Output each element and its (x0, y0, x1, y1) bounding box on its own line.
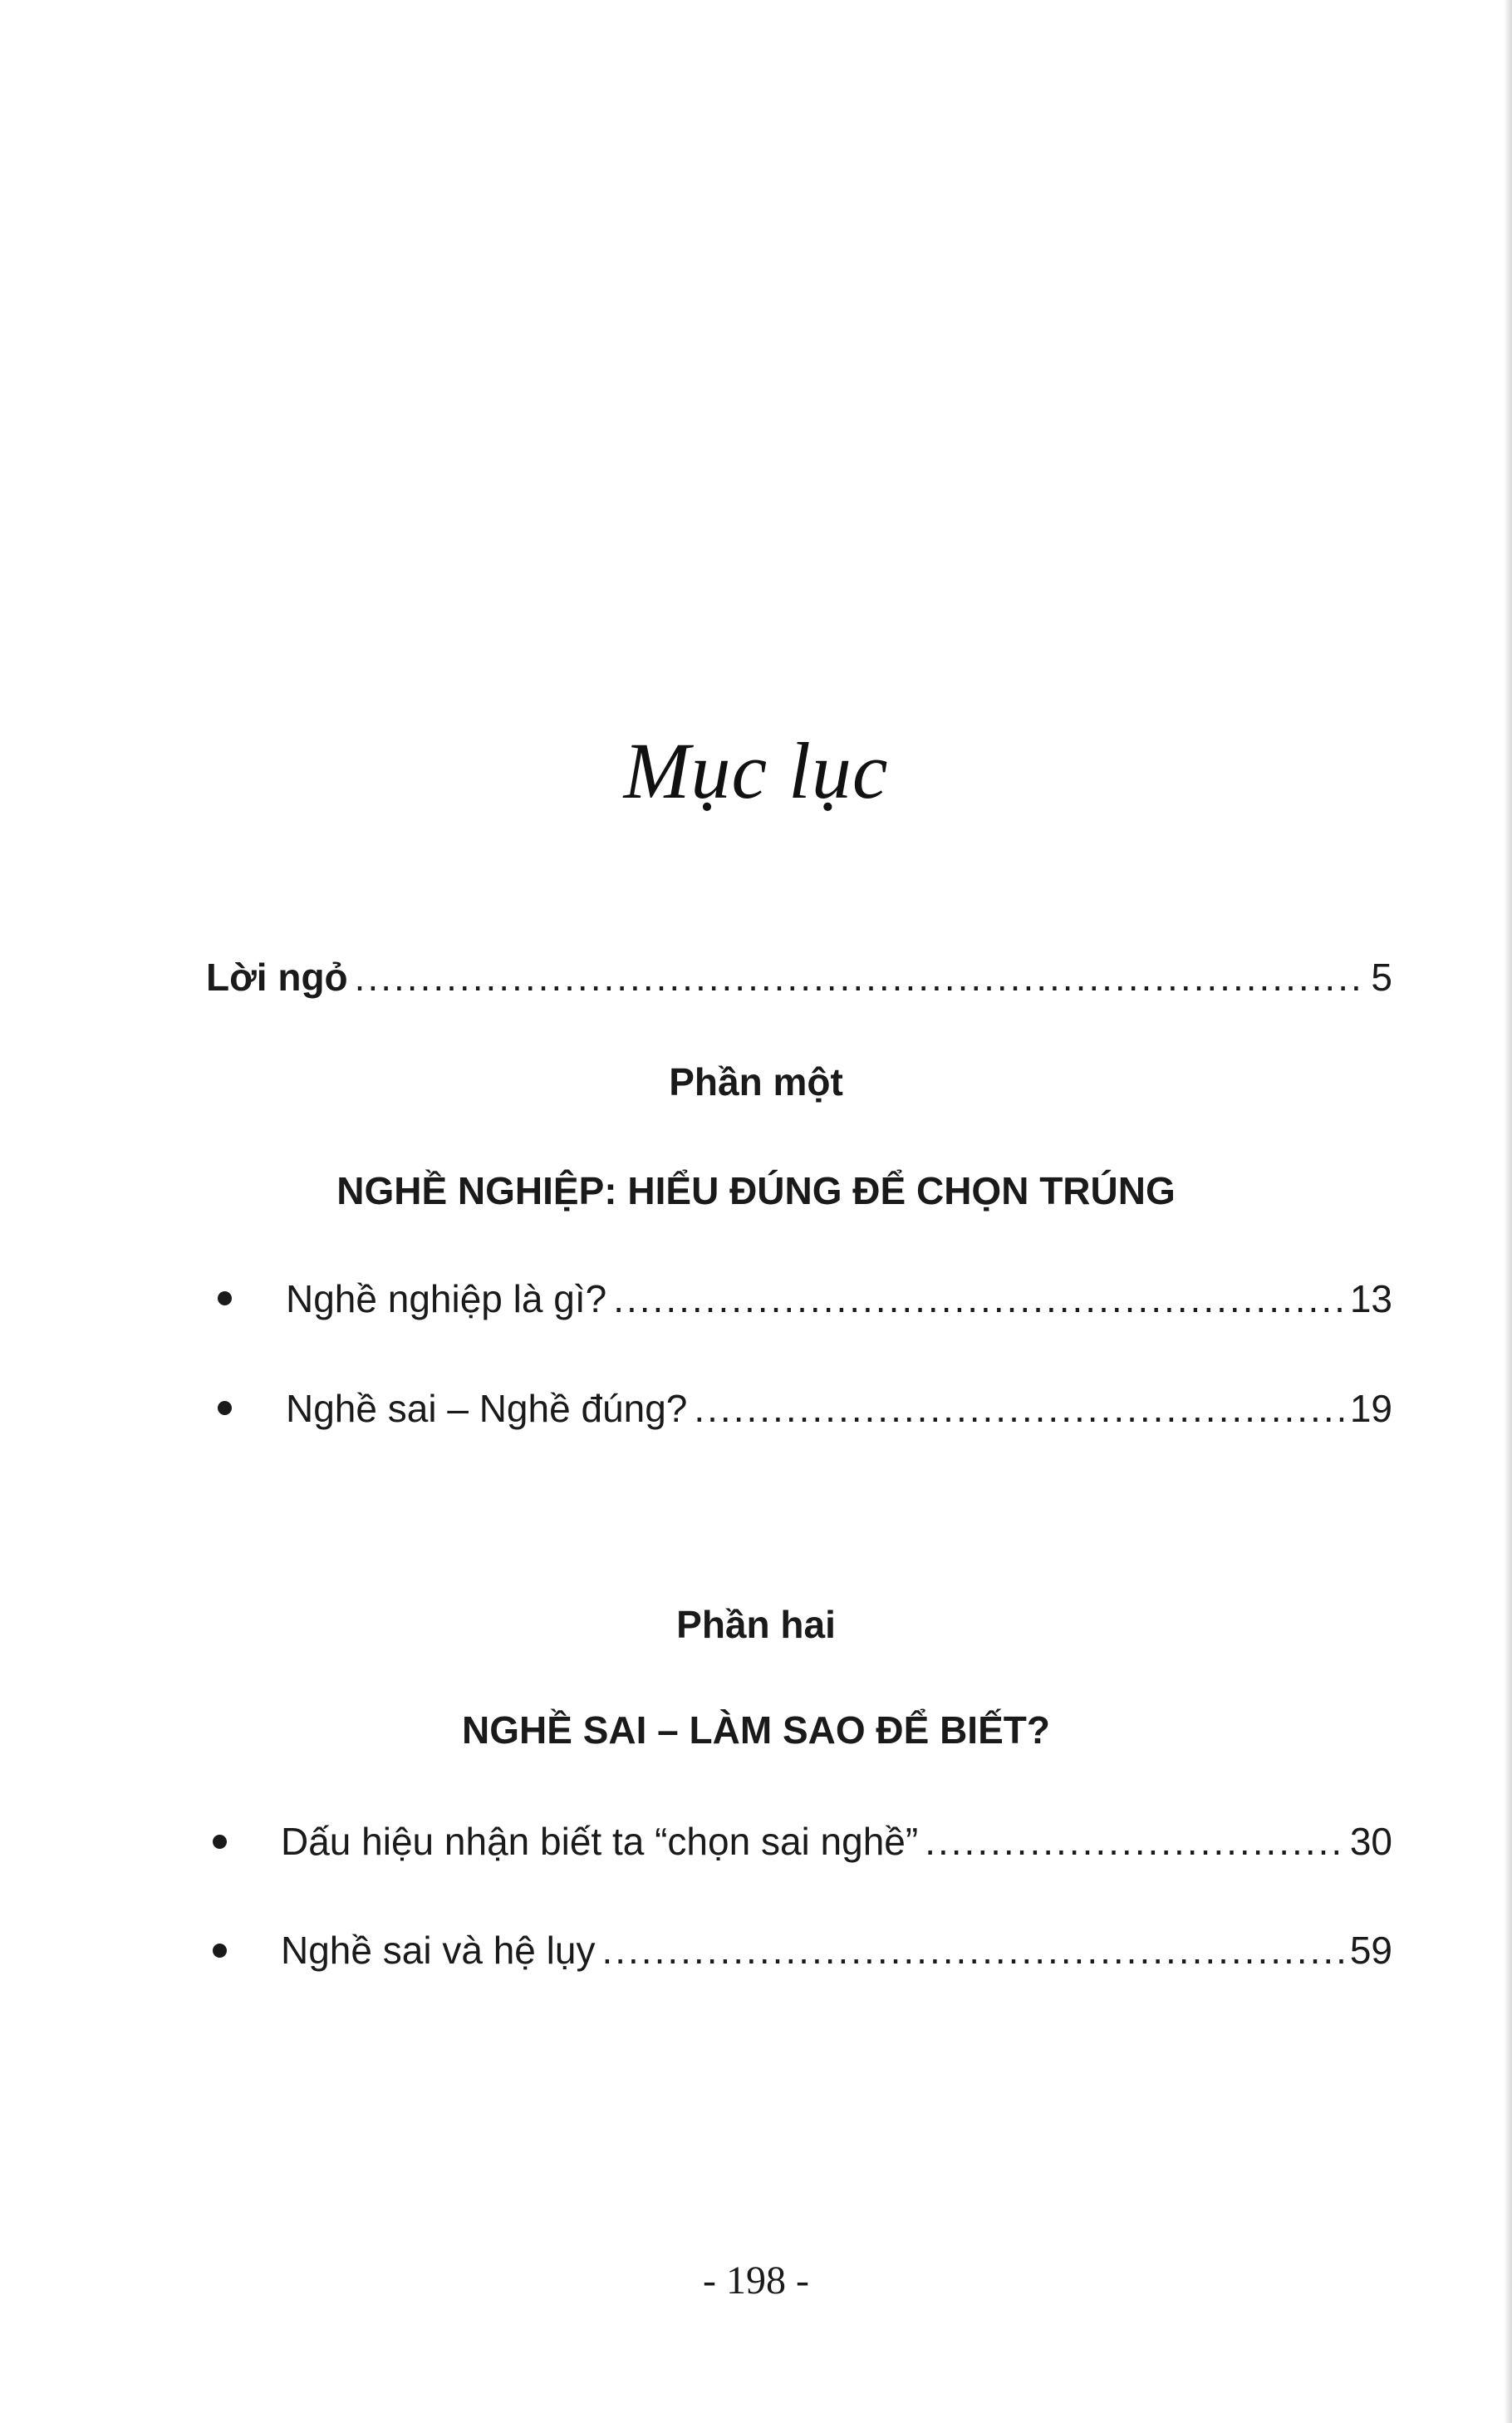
dot-leader (613, 1274, 1343, 1324)
bullet-icon (218, 1401, 232, 1415)
part-two-label: Phần hai (676, 1603, 836, 1646)
dot-leader (694, 1384, 1343, 1433)
bullet-icon (213, 1835, 227, 1849)
toc-entry-label: Nghề nghiệp là gì? (286, 1277, 607, 1320)
dot-leader (355, 952, 1365, 1002)
part-one-title: NGHỀ NGHIỆP: HIỂU ĐÚNG ĐỂ CHỌN TRÚNG (336, 1169, 1176, 1212)
toc-entry-page: 19 (1349, 1387, 1392, 1430)
toc-entry-page: 13 (1349, 1277, 1392, 1320)
toc-entry-page: 5 (1371, 956, 1392, 999)
bullet-icon (213, 1944, 227, 1958)
page-number-footer: - 198 - (703, 2258, 809, 2303)
toc-entry-label: Nghề sai và hệ lụy (281, 1929, 596, 1972)
toc-entry-intro[interactable] (206, 952, 1392, 1002)
toc-entry[interactable] (286, 1274, 1392, 1324)
toc-entry-page: 59 (1349, 1929, 1392, 1972)
dot-leader (925, 1816, 1343, 1866)
toc-entry-label: Dấu hiệu nhận biết ta “chọn sai nghề” (281, 1820, 919, 1863)
part-one-label: Phần một (669, 1060, 843, 1103)
toc-entry-label: Nghề sai – Nghề đúng? (286, 1387, 688, 1430)
toc-entry-page: 30 (1349, 1820, 1392, 1863)
toc-entry[interactable] (281, 1925, 1392, 1975)
toc-entry-label: Lời ngỏ (206, 956, 348, 999)
toc-entry[interactable] (286, 1384, 1392, 1433)
part-two-title: NGHỀ SAI – LÀM SAO ĐỂ BIẾT? (462, 1708, 1050, 1752)
toc-entry[interactable] (281, 1816, 1392, 1866)
bullet-icon (218, 1291, 232, 1305)
dot-leader (601, 1925, 1343, 1975)
toc-title: Mục lục (623, 726, 889, 815)
